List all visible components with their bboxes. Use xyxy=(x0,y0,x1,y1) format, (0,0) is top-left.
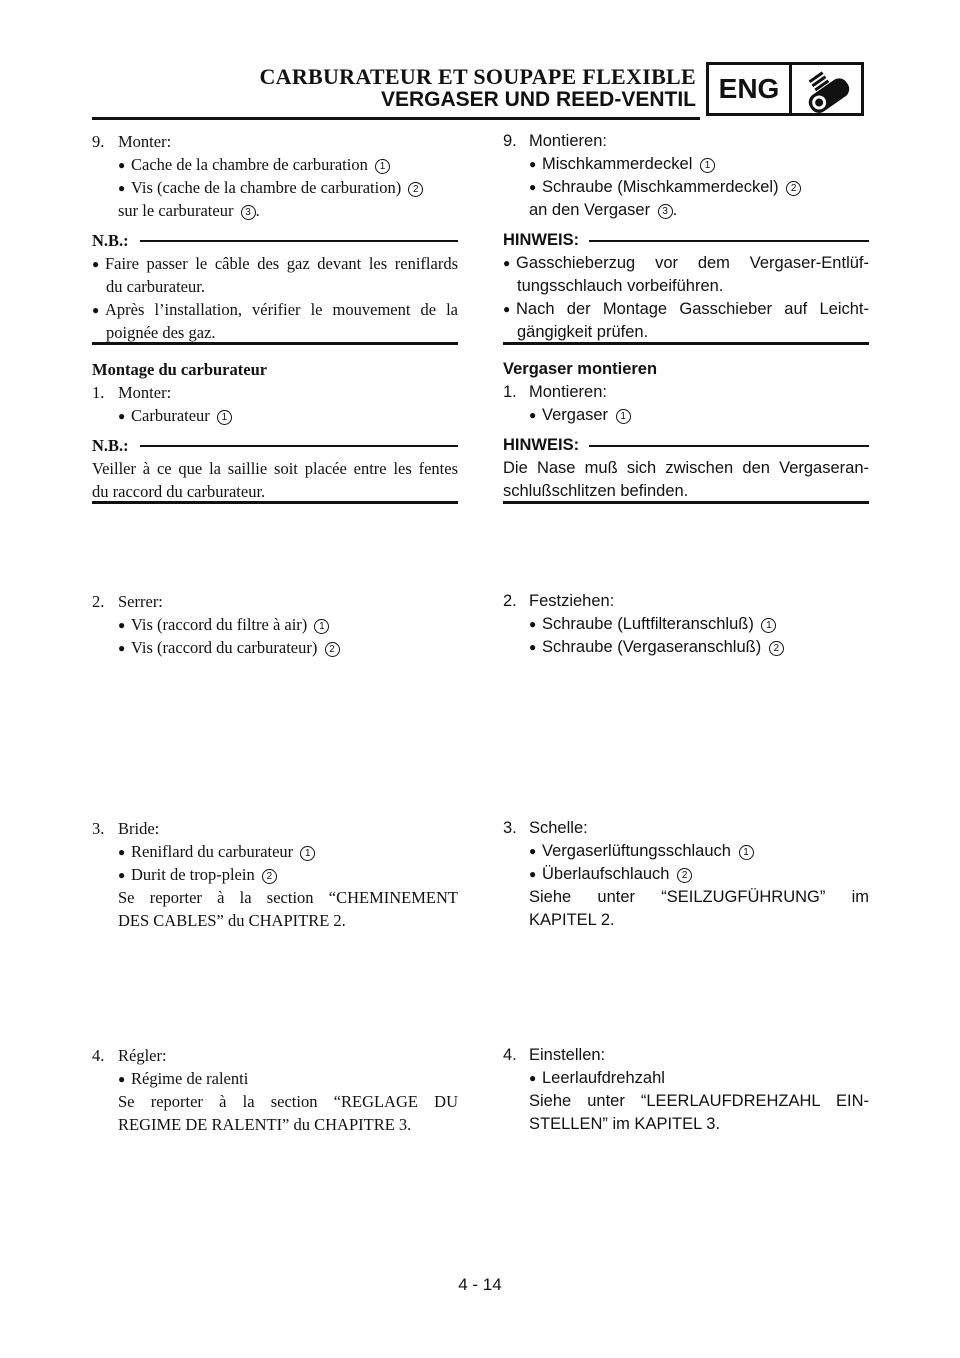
fr-note-1-item-1-cont: du carburateur. xyxy=(106,277,205,296)
section-tag-box xyxy=(706,62,864,116)
engine-icon xyxy=(795,65,861,113)
fr-step-4-ref-line-2: REGIME DE RALENTI” du CHAPITRE 3. xyxy=(118,1115,412,1134)
de-note-2-line-2: schlußschlitzen befinden. xyxy=(503,482,689,500)
de-step-3-item-1: ● Vergaserlüftungsschlauch 1 xyxy=(515,840,754,863)
note-rule xyxy=(589,445,869,447)
note-rule xyxy=(140,445,458,447)
fr-step-4: 4. Régler: xyxy=(92,1046,167,1065)
de-step-2-item-1: ● Schraube (Luftfilteranschluß) 1 xyxy=(515,613,776,636)
fr-note-1-item-1: ● Faire passer le câble des gaz devant les reniflards xyxy=(92,254,458,273)
ref-number: 1 xyxy=(761,618,776,633)
ref-number: 1 xyxy=(375,159,390,174)
ref-number: 2 xyxy=(677,868,692,883)
de-mount-title: Vergaser montieren xyxy=(503,360,658,378)
note-end-rule xyxy=(503,501,869,504)
de-step-4-ref-line-2: STELLEN” im KAPITEL 3. xyxy=(529,1115,721,1133)
de-step-3-ref-line-1: Siehe unter “SEILZUGFÜHRUNG” im xyxy=(529,888,869,906)
section-tag-divider xyxy=(789,65,792,113)
ref-number: 1 xyxy=(739,845,754,860)
fr-step-3-ref-line-1: Se reporter à la section “CHEMINEMENT xyxy=(118,888,458,907)
fr-step-3-item-1: ● Reniflard du carburateur 1 xyxy=(104,840,315,864)
de-step-3-item-2: ● Überlaufschlauch 2 xyxy=(515,863,692,886)
title-french: CARBURATEUR ET SOUPAPE FLEXIBLE xyxy=(259,64,696,89)
de-note-1-item-1-cont: tungsschlauch vorbeiführen. xyxy=(517,277,724,295)
ref-number: 2 xyxy=(262,869,277,884)
fr-note-2-heading: N.B.: xyxy=(92,434,458,457)
ref-number: 3 xyxy=(658,204,673,219)
ref-number: 2 xyxy=(786,181,801,196)
ref-number: 1 xyxy=(700,158,715,173)
ref-number: 2 xyxy=(408,182,423,197)
de-note-1-item-1: ● Gasschieberzug vor dem Vergaser-Entlüf- xyxy=(503,254,869,272)
fr-step-3-item-2: ● Durit de trop-plein 2 xyxy=(104,863,277,887)
de-step-2: 2. Festziehen: xyxy=(503,592,615,610)
de-step-4-ref-line-1: Siehe unter “LEERLAUFDREHZAHL EIN- xyxy=(529,1092,869,1110)
de-note-2-line-1: Die Nase muß sich zwischen den Vergaseran- xyxy=(503,459,869,477)
note-end-rule xyxy=(503,342,869,345)
de-step-3: 3. Schelle: xyxy=(503,819,588,837)
ref-number: 2 xyxy=(769,641,784,656)
de-step-4-item-1: ● Leerlaufdrehzahl xyxy=(529,1069,665,1087)
fr-step-9-item-1: ● Cache de la chambre de carburation 1 xyxy=(104,153,390,177)
page-number: 4 - 14 xyxy=(458,1275,502,1294)
de-step-9-item-2: ● Schraube (Mischkammerdeckel) 2 xyxy=(515,176,801,199)
ref-number: 1 xyxy=(616,409,631,424)
header-rule xyxy=(92,117,700,120)
de-note-1-item-2: ● Nach der Montage Gasschieber auf Leicht- xyxy=(503,300,869,318)
fr-step-4-ref-line-1: Se reporter à la section “REGLAGE DU xyxy=(118,1092,458,1111)
fr-mount-step-1-item: ● Carburateur 1 xyxy=(104,404,232,428)
ref-number: 1 xyxy=(300,846,315,861)
fr-step-2-item-2: ● Vis (raccord du carburateur) 2 xyxy=(104,636,340,660)
de-note-1-heading: HINWEIS: xyxy=(503,229,869,252)
fr-note-1-heading: N.B.: xyxy=(92,229,458,252)
ref-number: 1 xyxy=(314,619,329,634)
de-step-9-continuation: an den Vergaser 3 . xyxy=(529,201,678,219)
section-tag: ENG xyxy=(718,73,780,104)
fr-step-2: 2. Serrer: xyxy=(92,592,163,611)
de-step-4: 4. Einstellen: xyxy=(503,1046,606,1064)
fr-step-3-ref-line-2: DES CABLES” du CHAPITRE 2. xyxy=(118,911,346,930)
ref-number: 3 xyxy=(241,205,256,220)
de-note-2-heading: HINWEIS: xyxy=(503,434,869,457)
ref-number: 1 xyxy=(217,410,232,425)
title-german: VERGASER UND REED-VENTIL xyxy=(380,88,696,111)
de-step-9-item-1: ● Mischkammerdeckel 1 xyxy=(515,153,715,176)
note-rule xyxy=(589,240,869,242)
note-rule xyxy=(140,240,458,242)
de-mount-step-1-item: ● Vergaser 1 xyxy=(515,404,631,427)
fr-mount-step-1: 1. Monter: xyxy=(92,383,172,402)
fr-step-9: 9. Monter: xyxy=(92,132,172,151)
ref-number: 2 xyxy=(325,642,340,657)
note-end-rule xyxy=(92,501,458,504)
fr-note-1-item-2-cont: poignée des gaz. xyxy=(106,323,216,342)
de-step-9: 9. Montieren: xyxy=(503,132,607,150)
fr-step-2-item-1: ● Vis (raccord du filtre à air) 1 xyxy=(104,613,329,637)
fr-note-2-line-2: du raccord du carburateur. xyxy=(92,482,266,501)
de-note-1-item-2-cont: gängigkeit prüfen. xyxy=(517,323,649,341)
de-mount-step-1: 1. Montieren: xyxy=(503,383,607,401)
fr-step-9-continuation: sur le carburateur 3 . xyxy=(118,201,260,220)
note-end-rule xyxy=(92,342,458,345)
fr-step-9-item-2: ● Vis (cache de la chambre de carburation) 2 xyxy=(104,176,423,200)
de-step-2-item-2: ● Schraube (Vergaseranschluß) 2 xyxy=(515,636,784,659)
fr-step-4-item-1: ● Régime de ralenti xyxy=(118,1069,249,1088)
fr-note-1-item-2: ● Après l’installation, vérifier le mouvement de la xyxy=(92,300,458,319)
de-step-3-ref-line-2: KAPITEL 2. xyxy=(529,911,615,929)
fr-step-3: 3. Bride: xyxy=(92,819,160,838)
fr-mount-title: Montage du carburateur xyxy=(92,360,268,379)
fr-note-2-line-1: Veiller à ce que la saillie soit placée entre les fentes xyxy=(92,459,458,478)
